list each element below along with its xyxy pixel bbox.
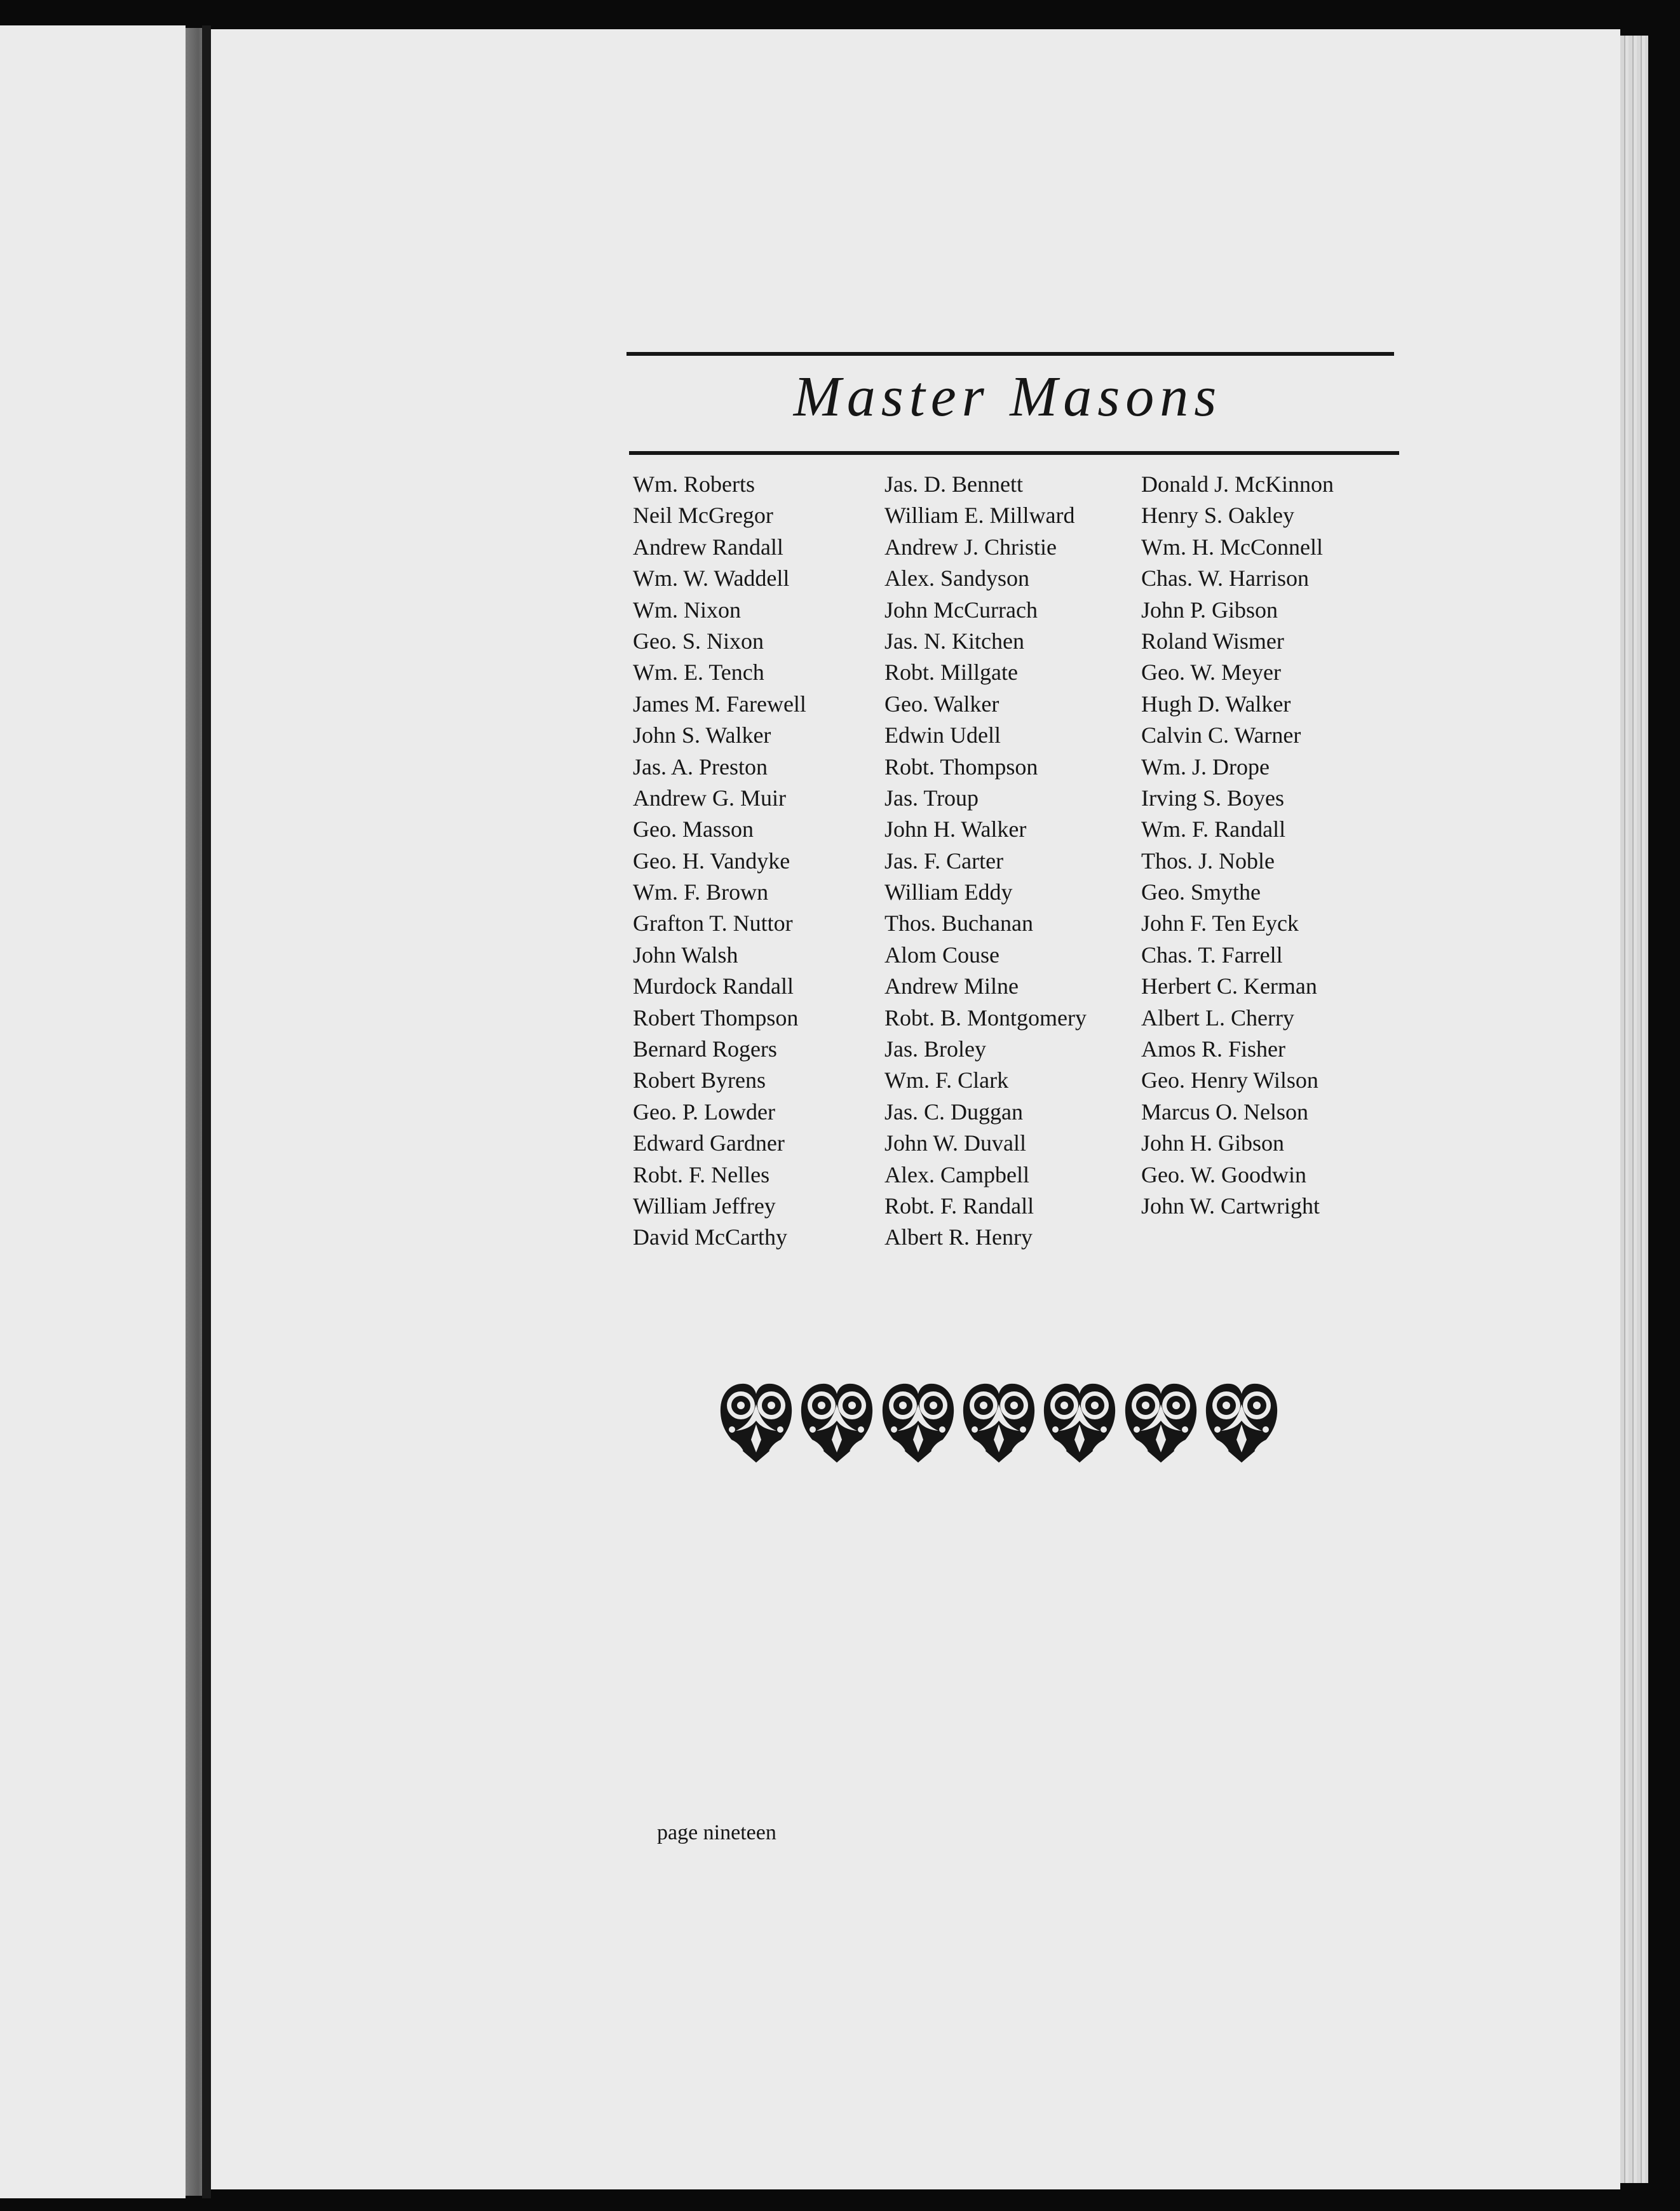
member-name: Robt. Millgate xyxy=(884,659,1018,686)
member-name: Roland Wismer xyxy=(1141,628,1284,654)
member-name: William Jeffrey xyxy=(633,1193,776,1219)
member-name: Alex. Sandyson xyxy=(884,565,1029,592)
member-name: William E. Millward xyxy=(884,503,1075,529)
floral-heart-ornament-icon xyxy=(1121,1379,1200,1465)
member-name: John F. Ten Eyck xyxy=(1141,910,1299,936)
floral-heart-ornament-icon xyxy=(879,1379,958,1465)
member-name: Marcus O. Nelson xyxy=(1141,1099,1308,1125)
member-name: John H. Gibson xyxy=(1141,1130,1285,1156)
member-name: Geo. S. Nixon xyxy=(633,628,764,654)
member-name: Wm. Nixon xyxy=(633,597,741,623)
ornament-border xyxy=(717,1379,1281,1465)
member-name: John P. Gibson xyxy=(1141,597,1278,623)
member-name: John McCurrach xyxy=(884,597,1038,623)
member-name: Wm. J. Drope xyxy=(1141,754,1270,780)
member-name: David McCarthy xyxy=(633,1224,787,1250)
member-name: Chas. W. Harrison xyxy=(1141,565,1309,592)
member-name: Amos R. Fisher xyxy=(1141,1036,1286,1062)
member-name: Chas. T. Farrell xyxy=(1141,942,1283,968)
heading-rule-bottom xyxy=(629,451,1399,455)
member-column-3 xyxy=(1141,469,1395,1222)
member-name: Robt. F. Randall xyxy=(884,1193,1034,1219)
page-heading: Master Masons xyxy=(793,365,1223,428)
member-name: Thos. J. Noble xyxy=(1141,848,1275,874)
member-name: Geo. Henry Wilson xyxy=(1141,1067,1318,1093)
member-name: Geo. H. Vandyke xyxy=(633,848,790,874)
member-name: Edward Gardner xyxy=(633,1130,785,1156)
member-name: Wm. W. Waddell xyxy=(633,565,790,592)
member-name: Jas. D. Bennett xyxy=(884,471,1023,497)
member-name: Albert L. Cherry xyxy=(1141,1004,1294,1031)
member-name: Wm. H. McConnell xyxy=(1141,534,1323,560)
member-name: John W. Duvall xyxy=(884,1130,1027,1156)
member-name: John W. Cartwright xyxy=(1141,1193,1320,1219)
member-name: Andrew G. Muir xyxy=(633,785,786,811)
member-name: Jas. F. Carter xyxy=(884,848,1004,874)
floral-heart-ornament-icon xyxy=(797,1379,876,1465)
member-column-1 xyxy=(633,469,881,1254)
member-name: Andrew Randall xyxy=(633,534,783,560)
member-name: Robert Byrens xyxy=(633,1067,766,1093)
member-name: Calvin C. Warner xyxy=(1141,722,1301,748)
member-name: Robt. Thompson xyxy=(884,754,1038,780)
member-name: Jas. N. Kitchen xyxy=(884,628,1024,654)
member-name: Thos. Buchanan xyxy=(884,910,1033,936)
member-name: Albert R. Henry xyxy=(884,1224,1033,1250)
member-name: Geo. W. Meyer xyxy=(1141,659,1281,686)
member-name: John H. Walker xyxy=(884,816,1027,842)
member-name: Alex. Campbell xyxy=(884,1161,1029,1187)
floral-heart-ornament-icon xyxy=(1202,1379,1281,1465)
member-name: Jas. Troup xyxy=(884,785,979,811)
member-name: Alom Couse xyxy=(884,942,1000,968)
floral-heart-ornament-icon xyxy=(1040,1379,1119,1465)
member-name: Wm. F. Randall xyxy=(1141,816,1286,842)
floral-heart-ornament-icon xyxy=(959,1379,1038,1465)
member-list xyxy=(0,469,1680,1257)
member-name: Hugh D. Walker xyxy=(1141,691,1291,717)
member-name: Geo. Masson xyxy=(633,816,754,842)
member-name: Donald J. McKinnon xyxy=(1141,471,1334,497)
member-name: Robt. F. Nelles xyxy=(633,1161,770,1187)
member-name: Geo. Walker xyxy=(884,691,999,717)
member-name: Geo. W. Goodwin xyxy=(1141,1161,1306,1187)
member-name: Jas. Broley xyxy=(884,1036,986,1062)
member-name: Geo. Smythe xyxy=(1141,879,1261,905)
member-name: Irving S. Boyes xyxy=(1141,785,1284,811)
member-name: Wm. Roberts xyxy=(633,471,755,497)
member-name: Wm. E. Tench xyxy=(633,659,764,686)
member-name: Edwin Udell xyxy=(884,722,1001,748)
member-name: Bernard Rogers xyxy=(633,1036,777,1062)
member-name: Geo. P. Lowder xyxy=(633,1099,775,1125)
member-name: Wm. F. Clark xyxy=(884,1067,1009,1093)
member-name: Wm. F. Brown xyxy=(633,879,769,905)
member-name: Andrew Milne xyxy=(884,973,1019,999)
member-name: Murdock Randall xyxy=(633,973,794,999)
member-name: Jas. C. Duggan xyxy=(884,1099,1023,1125)
member-name: Neil McGregor xyxy=(633,503,773,529)
floral-heart-ornament-icon xyxy=(717,1379,796,1465)
member-name: Robert Thompson xyxy=(633,1004,799,1031)
member-name: Henry S. Oakley xyxy=(1141,503,1294,529)
member-name: Herbert C. Kerman xyxy=(1141,973,1317,999)
heading-rule-top xyxy=(627,352,1394,356)
member-name: Robt. B. Montgomery xyxy=(884,1004,1087,1031)
member-name: John S. Walker xyxy=(633,722,771,748)
member-column-2 xyxy=(884,469,1139,1254)
member-name: William Eddy xyxy=(884,879,1013,905)
member-name: James M. Farewell xyxy=(633,691,806,717)
member-name: Andrew J. Christie xyxy=(884,534,1057,560)
member-name: John Walsh xyxy=(633,942,738,968)
member-name: Jas. A. Preston xyxy=(633,754,768,780)
member-name: Grafton T. Nuttor xyxy=(633,910,793,936)
page-number: page nineteen xyxy=(657,1821,776,1844)
